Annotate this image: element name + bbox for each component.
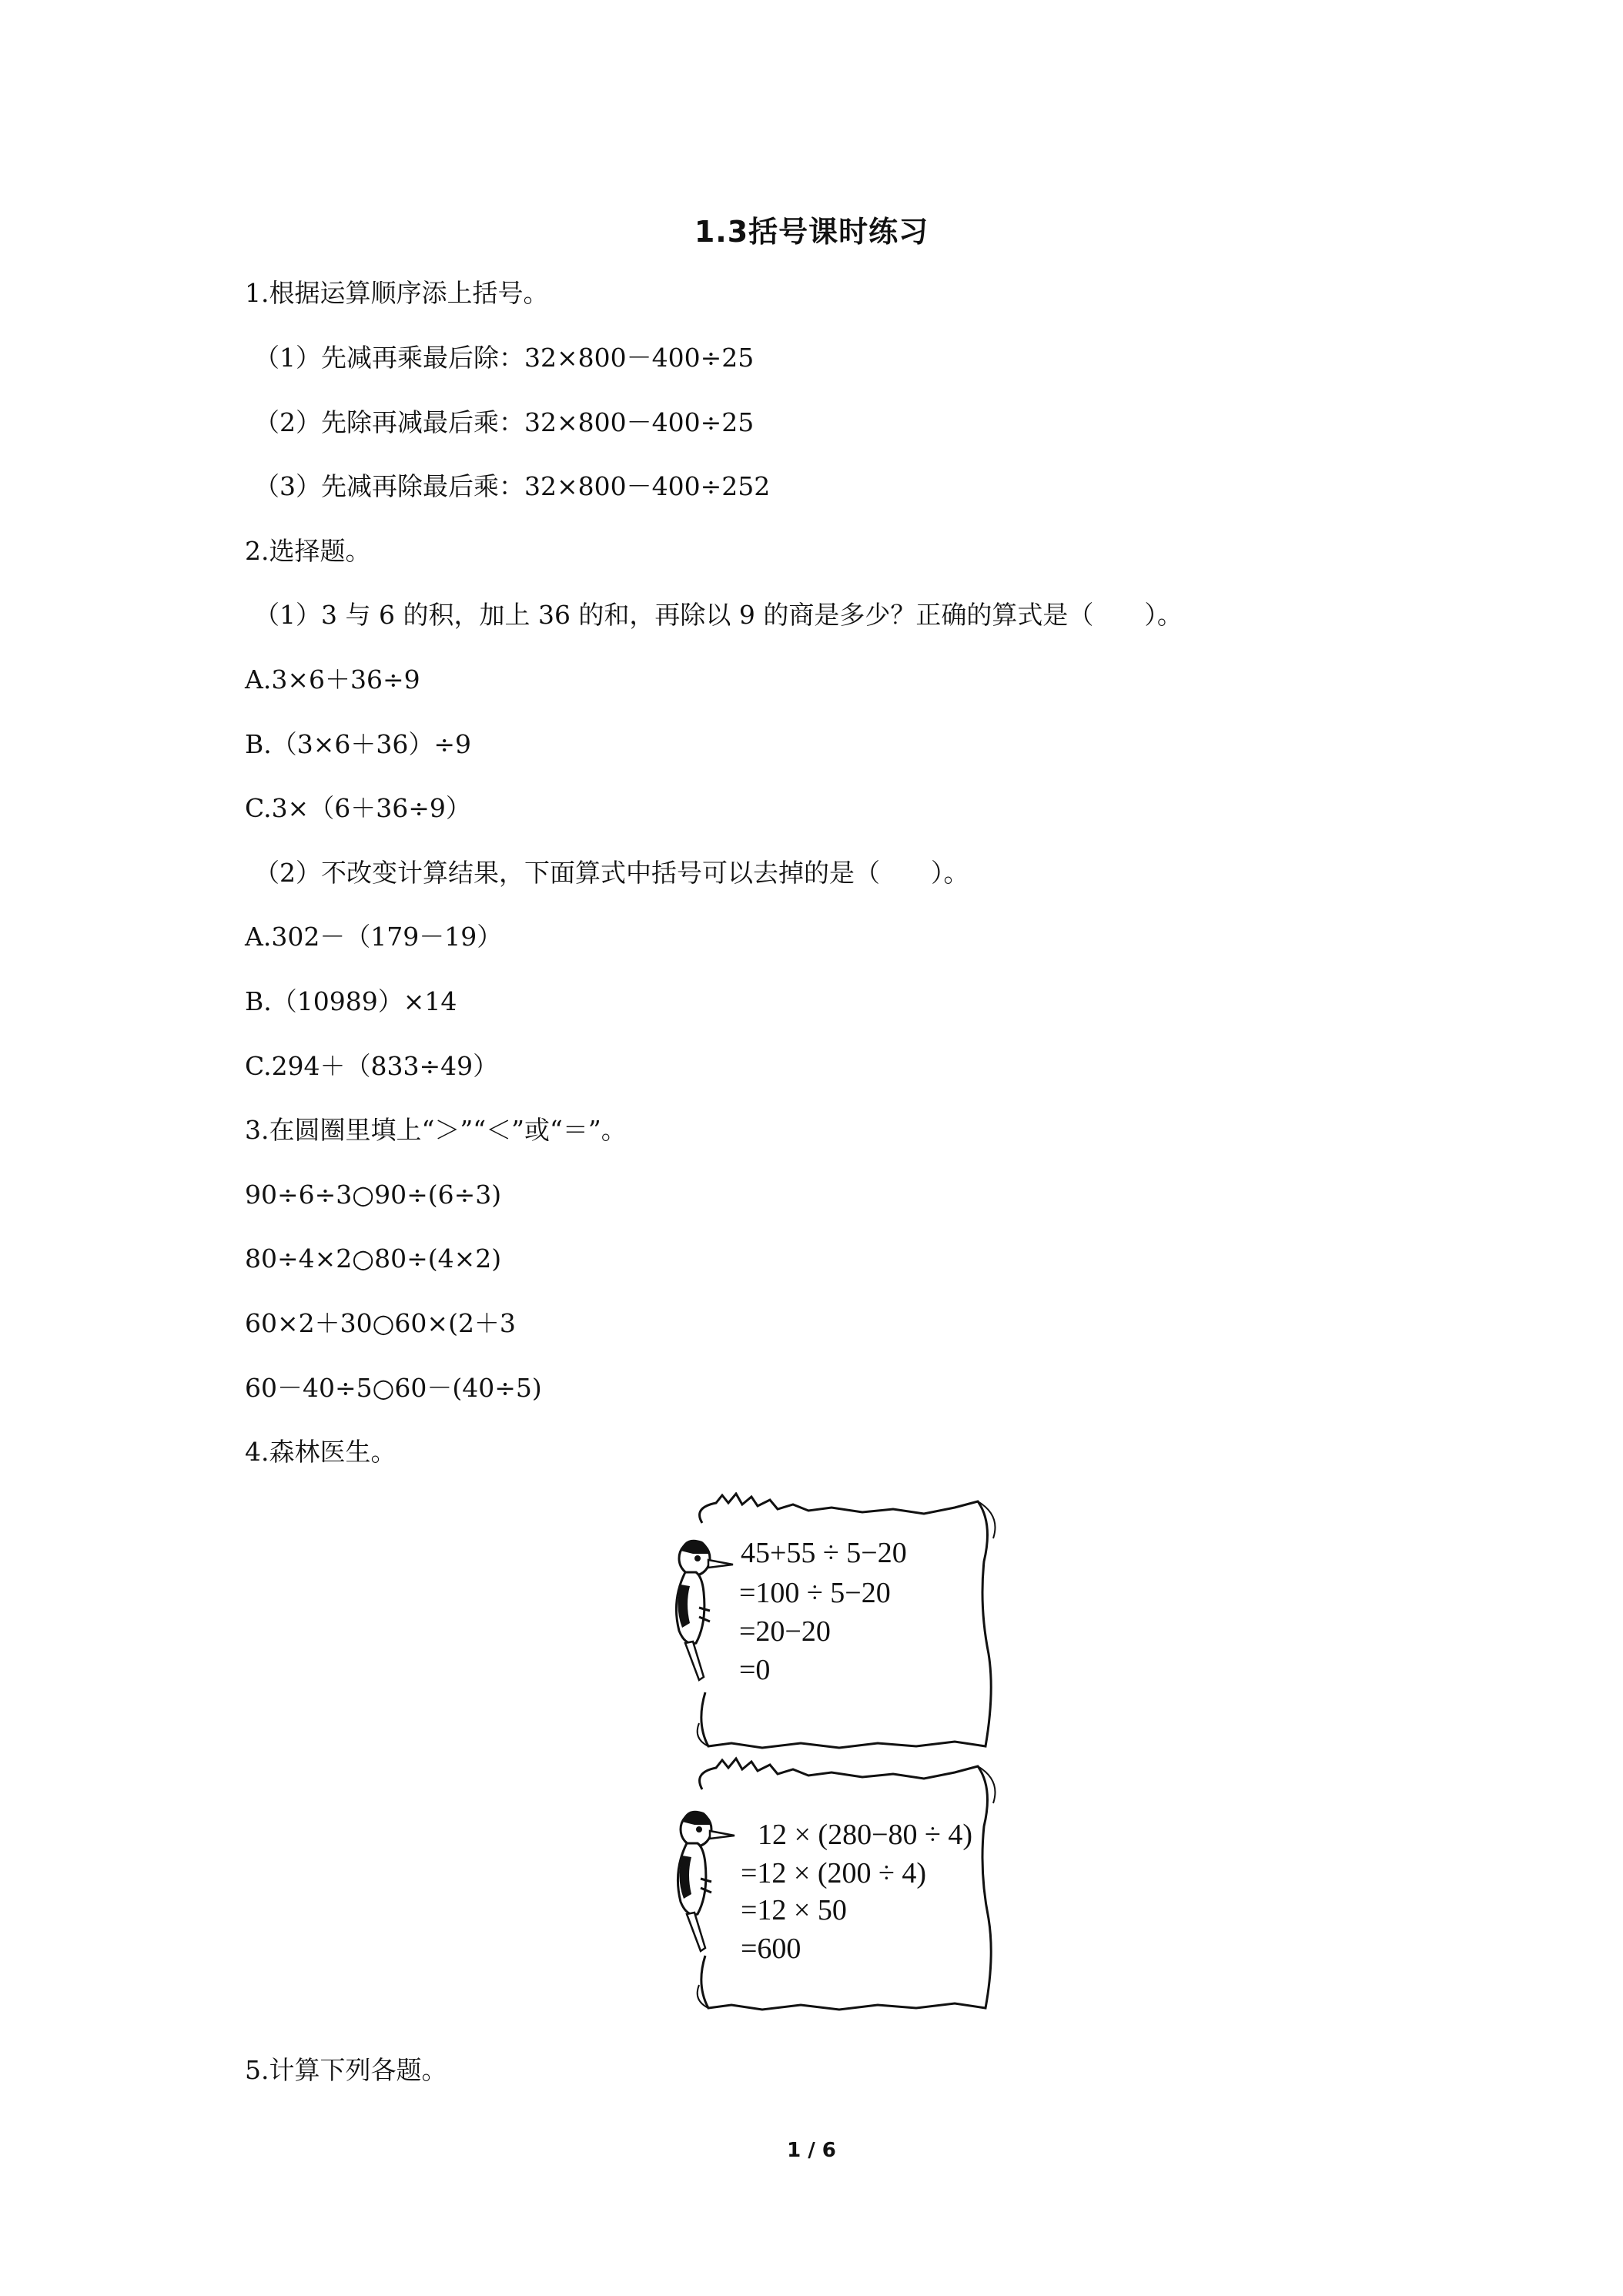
figure1-line-4: =0 [739,1654,771,1686]
figure1-line-2: =100 ÷ 5−20 [739,1577,891,1609]
figure2-line-3: =12 × 50 [741,1894,847,1926]
q2-part1-option-b: B.（3×6＋36）÷9 [245,729,472,759]
woodpecker-icon [678,1811,735,1951]
scroll-illustration-1 [662,1492,1016,1754]
figure2-line-4: =600 [741,1933,801,1965]
figure2-line-2: =12 × (200 ÷ 4) [741,1857,927,1889]
page-number: 1 / 6 [787,2139,836,2162]
figure2-line-1: 12 × (280−80 ÷ 4) [758,1819,973,1851]
q2-part2-stem: （2）不改变计算结果，下面算式中括号可以去掉的是（ ）。 [254,858,969,888]
q3-item-4: 60－40÷5○60－(40÷5) [245,1373,542,1403]
q2-part2-option-a: A.302－（179－19） [245,922,503,952]
q1-item-1: （1）先减再乘最后除：32×800－400÷25 [254,343,755,373]
q3-item-2: 80÷4×2○80÷(4×2) [245,1243,502,1274]
woodpecker-icon [676,1540,733,1680]
q3-item-1: 90÷6÷3○90÷(6÷3) [245,1180,502,1210]
q1-item-2: （2）先除再减最后乘：32×800－400÷25 [254,407,755,437]
q2-heading: 2.选择题。 [245,536,371,566]
woodpecker-scroll-2 [662,1754,1016,2016]
q2-part1-option-c: C.3×（6＋36÷9） [245,793,471,823]
q1-heading: 1.根据运算顺序添上括号。 [245,278,549,308]
q2-part2-option-c: C.294＋（833÷49） [245,1051,499,1081]
figure1-line-1: 45+55 ÷ 5−20 [741,1537,907,1569]
woodpecker-scroll-1 [662,1492,1016,1754]
figure1-line-3: =20−20 [739,1615,831,1648]
q5-heading: 5.计算下列各题。 [245,2055,447,2085]
q2-part1-option-a: A.3×6＋36÷9 [245,664,420,694]
q3-item-3: 60×2＋30○60×(2＋3 [245,1308,516,1338]
q4-heading: 4.森林医生。 [245,1437,397,1467]
q2-part2-option-b: B.（10989）×14 [245,986,457,1016]
page-title: 1.3括号课时练习 [694,215,929,249]
q3-heading: 3.在圆圈里填上“＞”“＜”或“＝”。 [245,1115,627,1145]
q1-item-3: （3）先减再除最后乘：32×800－400÷252 [254,471,771,501]
q2-part1-stem: （1）3 与 6 的积，加上 36 的和，再除以 9 的商是多少？正确的算式是（ ）。 [254,600,1183,630]
